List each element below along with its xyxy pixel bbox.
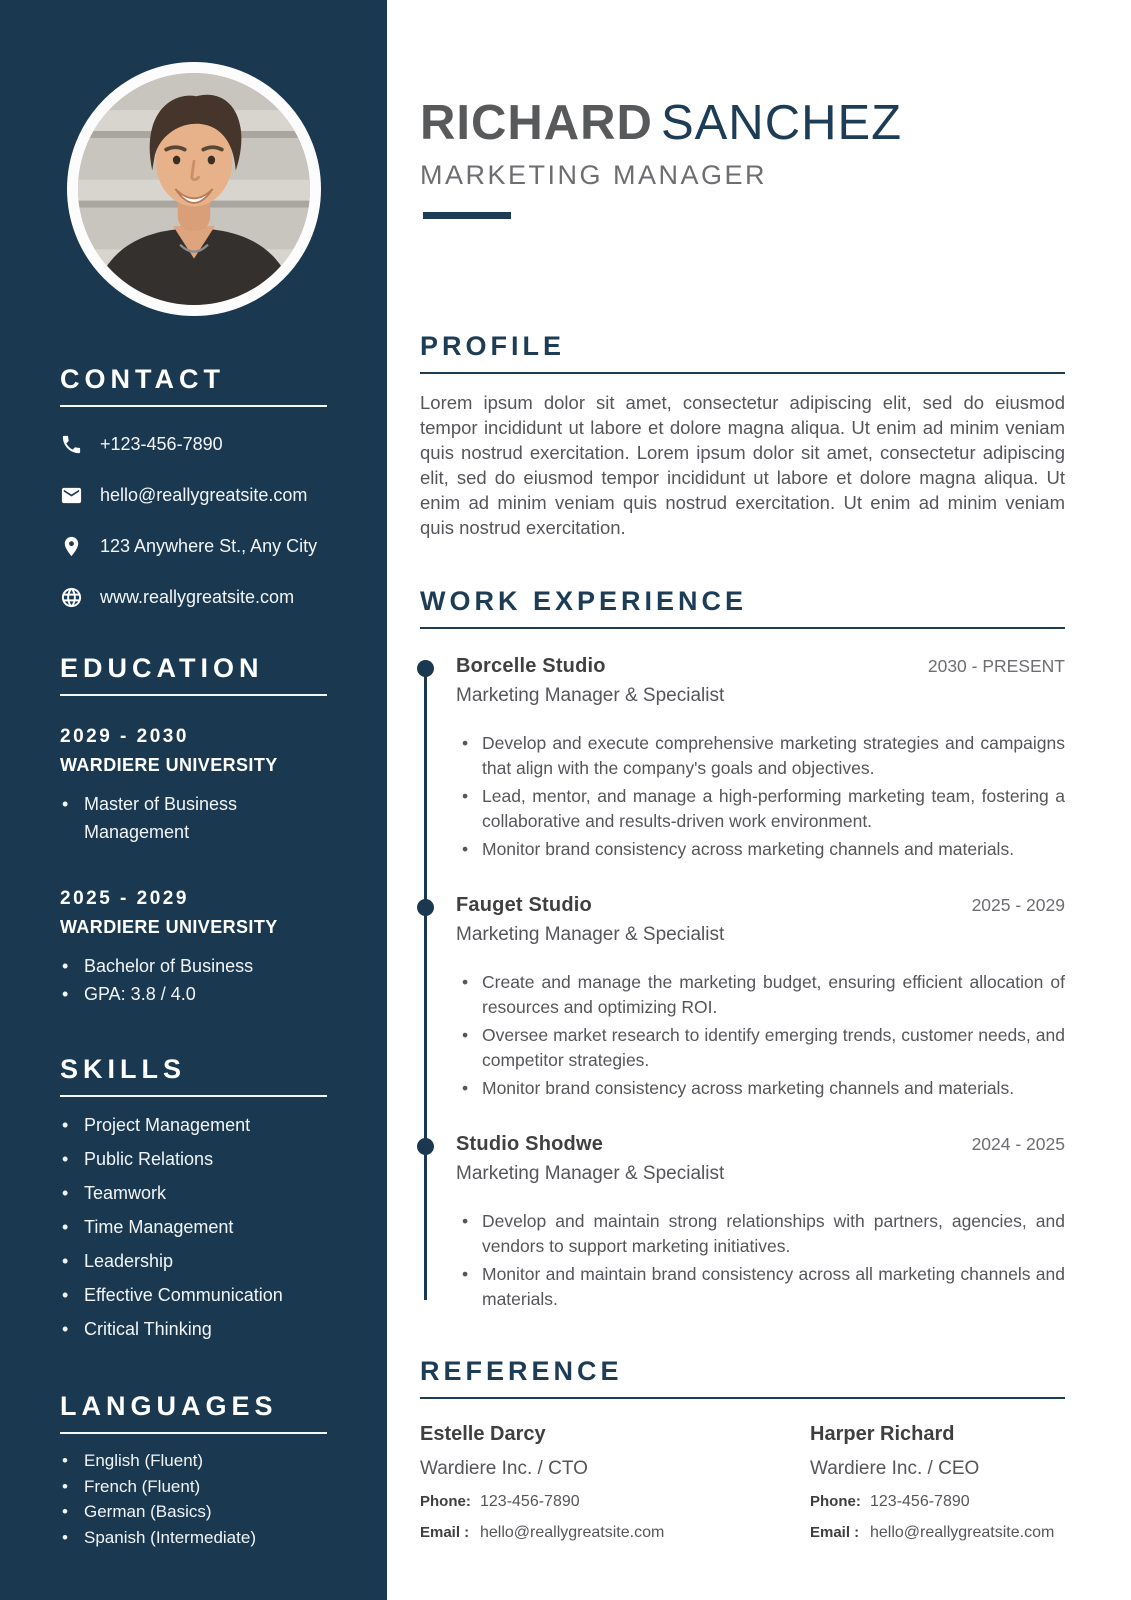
language-item: • German (Basics)	[60, 1499, 327, 1525]
job-company: Studio Shodwe	[456, 1133, 604, 1155]
education-entry	[60, 888, 327, 1008]
job-bullet-list	[456, 1209, 1065, 1312]
skill-item: • Leadership	[60, 1247, 327, 1275]
languages-heading: LANGUAGES	[60, 1391, 278, 1421]
job-header	[456, 1133, 1065, 1156]
first-name: RICHARD	[420, 96, 653, 150]
phone-icon	[60, 433, 83, 456]
skill-item: • Critical Thinking	[60, 1315, 327, 1343]
last-name: SANCHEZ	[660, 96, 903, 150]
contact-heading: CONTACT	[60, 364, 225, 394]
skill-item: • Teamwork	[60, 1179, 327, 1207]
profile-section	[420, 331, 1065, 540]
skills-divider	[60, 1095, 327, 1097]
profile-text: Lorem ipsum dolor sit amet, consectetur adipiscing elit, sed do eiusmod tempor incididunt ut labore et dolore magna aliqua. Ut enim ad minim veniam quis nostrud exercitation. Lorem ipsum dolor sit amet, consectetur adipiscing elit, sed do eiusmod tempor incididunt ut labore et dolore magna aliqua. Ut enim ad minim veniam quis nostrud exercitation. Ut enim ad minim veniam quis nostrud exercitation.	[420, 392, 1065, 538]
language-item: • English (Fluent)	[60, 1448, 327, 1474]
location-icon	[60, 535, 83, 558]
contact-phone[interactable]: +123-456-7890	[100, 434, 223, 454]
skills-section	[0, 1054, 387, 1343]
contact-address: 123 Anywhere St., Any City	[100, 536, 318, 556]
language-item: • Spanish (Intermediate)	[60, 1525, 327, 1551]
reference-email-row	[810, 1524, 1065, 1542]
main-content	[387, 0, 1131, 1600]
job-entry	[420, 894, 1065, 1101]
reference-name: Estelle Darcy	[420, 1423, 546, 1445]
contact-website-row	[60, 586, 327, 609]
skills-list	[60, 1111, 327, 1343]
education-bullet: • GPA: 3.8 / 4.0	[60, 980, 327, 1008]
job-company: Borcelle Studio	[456, 655, 606, 677]
education-section	[0, 653, 387, 1008]
name-block	[420, 0, 1065, 219]
job-bullet: • Monitor and maintain brand consistency across all marketing channels and materials.	[456, 1262, 1065, 1312]
skill-item: • Effective Communication	[60, 1281, 327, 1309]
accent-bar	[423, 212, 511, 219]
reference-email[interactable]: hello@reallygreatsite.com	[480, 1524, 665, 1541]
languages-section	[0, 1391, 387, 1550]
job-role: Marketing Manager & Specialist	[456, 924, 725, 945]
reference-heading: REFERENCE	[420, 1356, 623, 1386]
reference-company: Wardiere Inc. / CTO	[420, 1458, 588, 1479]
reference-name: Harper Richard	[810, 1423, 955, 1445]
skills-heading: SKILLS	[60, 1054, 187, 1084]
reference-section	[420, 1356, 1065, 1542]
reference-divider	[420, 1397, 1065, 1399]
contact-phone-row	[60, 433, 327, 456]
reference-entry	[420, 1423, 810, 1542]
education-bullet: • Master of Business Management	[60, 790, 327, 846]
skill-item: • Project Management	[60, 1111, 327, 1139]
profile-divider	[420, 372, 1065, 374]
job-header	[456, 894, 1065, 917]
education-bullet-list	[60, 952, 327, 1008]
job-bullet: • Oversee market research to identify emerging trends, customer needs, and competitor strategies.	[456, 1023, 1065, 1073]
job-dates: 2030 - PRESENT	[927, 656, 1065, 676]
contact-list	[60, 433, 327, 609]
job-bullet-list	[456, 731, 1065, 862]
reference-entry	[810, 1423, 1065, 1542]
job-bullet: • Develop and execute comprehensive marketing strategies and campaigns that align with the company's goals and objectives.	[456, 731, 1065, 781]
job-entry	[420, 1133, 1065, 1312]
reference-phone-label: Phone:	[420, 1493, 471, 1510]
education-years: 2025 - 2029	[60, 888, 189, 909]
sidebar	[0, 0, 387, 1600]
reference-phone-row	[810, 1493, 1065, 1511]
languages-divider	[60, 1432, 327, 1434]
work-experience-divider	[420, 627, 1065, 629]
contact-section	[0, 364, 387, 609]
reference-email-row	[420, 1524, 810, 1542]
job-bullet: • Monitor brand consistency across marketing channels and materials.	[456, 837, 1065, 862]
profile-heading: PROFILE	[420, 331, 566, 361]
education-bullet-list	[60, 790, 327, 846]
candidate-name	[420, 96, 1065, 150]
education-entry	[60, 726, 327, 846]
education-divider	[60, 694, 327, 696]
job-header	[456, 655, 1065, 678]
reference-company: Wardiere Inc. / CEO	[810, 1458, 980, 1479]
job-bullet-list	[456, 970, 1065, 1101]
skill-item: • Public Relations	[60, 1145, 327, 1173]
work-timeline	[420, 655, 1065, 1312]
education-heading: EDUCATION	[60, 653, 264, 683]
work-experience-heading: WORK EXPERIENCE	[420, 586, 748, 616]
globe-icon	[60, 586, 83, 609]
reference-email-label: Email :	[810, 1524, 860, 1541]
contact-address-row	[60, 535, 327, 558]
job-dates: 2025 - 2029	[971, 895, 1065, 915]
profile-photo	[67, 62, 321, 316]
job-bullet: • Create and manage the marketing budget, ensuring efficient allocation of resources and optimizing ROI.	[456, 970, 1065, 1020]
candidate-job-title: MARKETING MANAGER	[420, 160, 768, 190]
job-dates: 2024 - 2025	[971, 1134, 1065, 1154]
reference-phone: 123-456-7890	[870, 1493, 970, 1510]
job-bullet: • Lead, mentor, and manage a high-performing marketing team, fostering a collaborative and results-driven work environment.	[456, 784, 1065, 834]
languages-list	[60, 1448, 327, 1550]
education-bullet: • Bachelor of Business	[60, 952, 327, 980]
reference-email-label: Email :	[420, 1524, 470, 1541]
reference-phone-label: Phone:	[810, 1493, 861, 1510]
reference-grid	[420, 1423, 1065, 1542]
job-bullet: • Monitor brand consistency across marketing channels and materials.	[456, 1076, 1065, 1101]
profile-photo-illustration	[78, 73, 310, 305]
contact-email-row	[60, 484, 327, 507]
job-entry	[420, 655, 1065, 862]
job-role: Marketing Manager & Specialist	[456, 1163, 725, 1184]
contact-email[interactable]: hello@reallygreatsite.com	[100, 485, 308, 505]
language-item: • French (Fluent)	[60, 1474, 327, 1500]
skill-item: • Time Management	[60, 1213, 327, 1241]
job-bullet: • Develop and maintain strong relationships with partners, agencies, and vendors to support marketing initiatives.	[456, 1209, 1065, 1259]
education-school: WARDIERE UNIVERSITY	[60, 755, 278, 775]
reference-phone: 123-456-7890	[480, 1493, 580, 1510]
reference-phone-row	[420, 1493, 810, 1511]
contact-divider	[60, 405, 327, 407]
education-years: 2029 - 2030	[60, 726, 189, 747]
work-experience-section	[420, 586, 1065, 1312]
job-role: Marketing Manager & Specialist	[456, 685, 725, 706]
reference-email[interactable]: hello@reallygreatsite.com	[870, 1524, 1055, 1541]
contact-website[interactable]: www.reallygreatsite.com	[100, 587, 295, 607]
job-company: Fauget Studio	[456, 894, 592, 916]
education-school: WARDIERE UNIVERSITY	[60, 917, 278, 937]
envelope-icon	[60, 484, 83, 507]
